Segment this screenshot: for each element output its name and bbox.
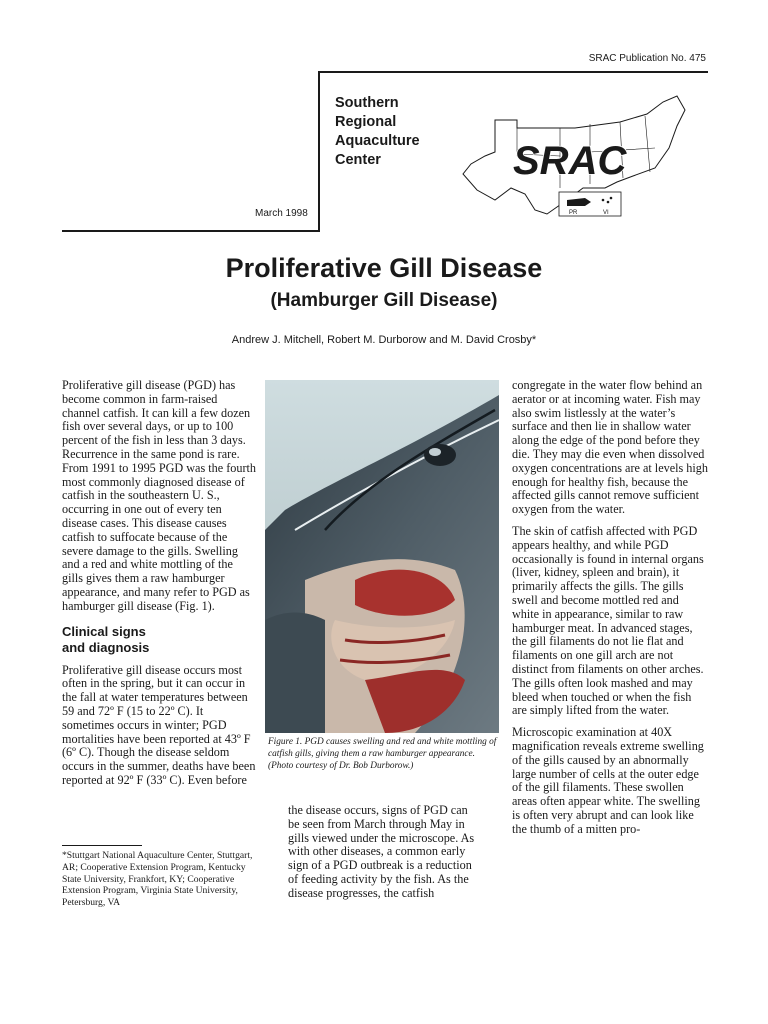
territory-label-pr: PR <box>569 210 578 216</box>
srac-logo-text: SRAC <box>513 139 627 183</box>
column-3-paragraph: The skin of catfish affected with PGD appears healthy, and while PGD occasionally is found in internal organs (liver, kidney, spleen and brain), it primarily affects the gills. The gills swell and become mottled red and white in appearance, similar to raw hamburger meat. In advanced stages, the gill filaments do not lie flat and filaments on one gill arch are not distinct from filaments on other arches. The gills often look mashed and may bleed when touched or when the fish are simply lifted from the water. <box>512 523 704 718</box>
column-2-paragraph: the disease occurs, signs of PGD can be seen from March through May in gills viewed under the microscope. As with other diseases, a common early sign of a PGD outbreak is a reduction of feeding activity by the fish. As the disease progresses, the catfish <box>288 803 475 900</box>
publication-date: March 1998 <box>255 208 308 219</box>
intro-paragraph: Proliferative gill disease (PGD) has become common in farm-raised channel catfish. It can kill a few dozen fish over several days, or up to 100 percent of the fish in less than 3 days. Recurrence in the same pond is rare. From 1991 to 1995 PGD was the fourth most commonly diagnosed disease of catfish in the southeastern U. S., occurring in one out of every ten disease cases. This disease causes catfish to suffocate because of the severe damage to the gills. Swelling and a red and white mottling of the gills gives them a raw hamburger appearance, and many refer to PGD as hamburger gill disease (Fig. 1). <box>62 378 256 613</box>
header-rule-top <box>318 71 708 73</box>
virgin-islands-dot <box>610 197 613 200</box>
center-name-line: Southern <box>335 95 399 111</box>
virgin-islands-dot <box>607 201 610 204</box>
page-title: Proliferative Gill Disease <box>225 253 543 283</box>
header-rule-vertical <box>318 71 320 231</box>
center-name-line: Regional <box>335 114 397 130</box>
clinical-signs-paragraph: Proliferative gill disease occurs most often in the spring, but it can occur in the fall at water temperatures between 59 and 72º F (15 to 22º C). It sometimes occurs in winter; PGD mortalities have been reported at 43º F (6º C). Though the disease seldom occurs in the summer, deaths have been reported at 92º F (33º C). Even before <box>62 662 256 787</box>
column-3 <box>512 379 708 845</box>
column-3-paragraph: Microscopic examination at 40X magnification reveals extreme swelling of the gills caused by an abnormally large number of cells at the outer edge of the gill filaments. These swollen areas often appear white. The swelling is often very abrupt and can look like the thumb of a mitten pro- <box>512 725 704 836</box>
gill-cover <box>265 613 325 734</box>
author-footnote: *Stuttgart National Aquaculture Center, Stuttgart, AR; Cooperative Extension Program, Kentucky State University, Frankfort, KY; Cooperative Extension Program, Virginia State University, Petersburg, VA <box>62 850 253 909</box>
authors: Andrew J. Mitchell, Robert M. Durborow and M. David Crosby* <box>231 334 537 346</box>
column-2-text <box>288 804 482 909</box>
territory-label-vi: VI <box>603 210 609 216</box>
catfish-gill-photo <box>265 380 499 733</box>
page-subtitle: (Hamburger Gill Disease) <box>270 290 498 311</box>
eye-highlight <box>429 448 441 456</box>
srac-map-logo <box>455 92 695 222</box>
figure-caption: Figure 1. PGD causes swelling and red and white mottling of catfish gills, giving them a raw hamburger appearance. (Photo courtesy of Dr. Bob Durborow.) <box>268 737 497 772</box>
section-heading-clinical-signs <box>62 624 256 656</box>
center-name-line: Center <box>335 152 381 168</box>
header-rule-bottom <box>62 230 320 232</box>
column-1 <box>62 379 256 796</box>
footnote-rule <box>62 845 142 846</box>
section-heading-line: Clinical signs <box>62 623 146 639</box>
center-name-line: Aquaculture <box>335 133 420 149</box>
column-3-paragraph: congregate in the water flow behind an aerator or at incoming water. Fish may also swim listlessly at the water’s surface and then lie in shallow water along the edge of the pond before they die. They may die even when dissolved oxygen concentrations are at levels high enough for healthy fish, because the affected gills cannot remove sufficient oxygen from the water. <box>512 378 708 517</box>
fish-eye <box>424 444 456 466</box>
center-name <box>335 94 420 170</box>
publication-number: SRAC Publication No. 475 <box>588 53 706 64</box>
section-heading-line: and diagnosis <box>62 639 150 655</box>
virgin-islands-dot <box>602 199 605 202</box>
